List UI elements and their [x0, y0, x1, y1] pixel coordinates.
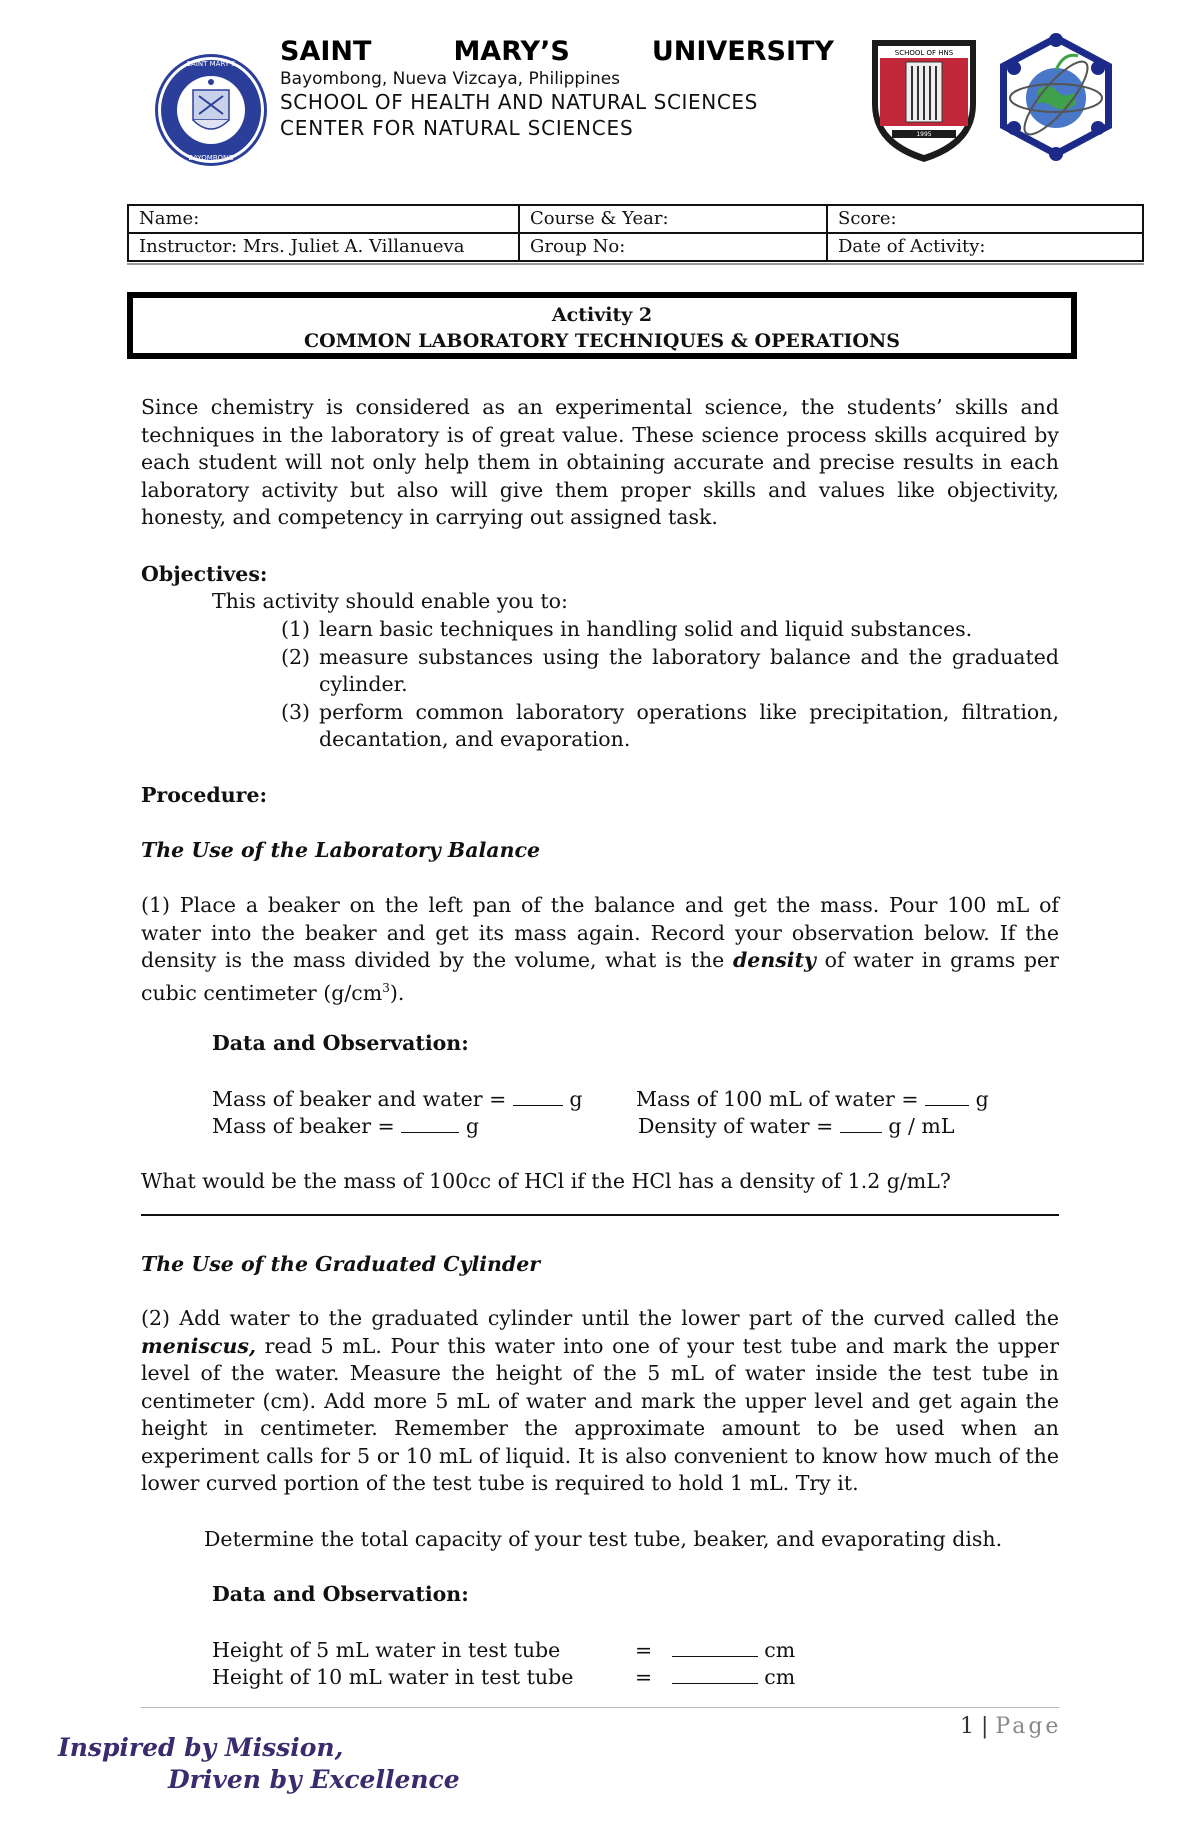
objectives-list: [281, 616, 1059, 754]
school-shield-logo: [868, 34, 980, 164]
answer-blank[interactable]: [401, 1114, 459, 1133]
height-10ml-value: = cm: [635, 1665, 796, 1689]
mass-beaker-water-line: Mass of beaker and water = g: [212, 1087, 583, 1111]
activity-title-box: [127, 292, 1077, 359]
height-5ml-value: = cm: [635, 1638, 796, 1662]
cylinder-step-paragraph: (2) Add water to the graduated cylinder until the lower part of the curved called the meniscus, read 5 mL. Pour this water into one of your test tube and mark the upper level of the water. Measure the height of the 5 mL of water inside the test tube in centimeter (cm). Add more 5 mL of water and mark the upper level and get again the height in centimeter. Remember the approximate amount to be used when an experiment calls for 5 or 10 mL of liquid. It is also convenient to know how much of the lower curved portion of the test tube is required to hold 1 mL. Try it.: [141, 1306, 1059, 1495]
svg-text:1995: 1995: [916, 131, 932, 138]
height-10ml-label: Height of 10 mL water in test tube: [212, 1665, 574, 1689]
student-info-table: [127, 204, 1144, 262]
course-year-field[interactable]: Course & Year:: [519, 205, 827, 233]
objectives-heading: Objectives:: [141, 562, 268, 586]
answer-blank[interactable]: [672, 1665, 758, 1684]
svg-text:SCHOOL OF HNS: SCHOOL OF HNS: [894, 49, 954, 57]
university-seal-logo: [153, 52, 269, 168]
density-water-line: Density of water = g / mL: [638, 1114, 955, 1138]
school-name: SCHOOL OF HEALTH AND NATURAL SCIENCES: [280, 90, 758, 114]
answer-line[interactable]: [141, 1214, 1059, 1216]
score-field[interactable]: Score:: [827, 205, 1143, 233]
activity-title: COMMON LABORATORY TECHNIQUES & OPERATIONS: [303, 330, 901, 352]
date-of-activity-field[interactable]: Date of Activity:: [827, 233, 1143, 261]
height-5ml-label: Height of 5 mL water in test tube: [212, 1638, 561, 1662]
hcl-question: What would be the mass of 100cc of HCl if the HCl has a density of 1.2 g/mL?: [141, 1169, 951, 1193]
page-number: 1 | Page: [960, 1714, 1062, 1739]
mass-water-line: Mass of 100 mL of water = g: [636, 1087, 989, 1111]
svg-text:BAYOMBONG: BAYOMBONG: [188, 154, 234, 162]
natural-sciences-logo: [994, 30, 1118, 162]
objectives-lead: This activity should enable you to:: [212, 589, 568, 613]
objective-item: (2) measure substances using the laboratory balance and the graduated cylinder.: [281, 644, 1059, 696]
name-field[interactable]: Name:: [128, 205, 519, 233]
objective-item: (3) perform common laboratory operations like precipitation, filtration, decantation, and evaporation.: [281, 699, 1059, 751]
objective-item: (1) learn basic techniques in handling solid and liquid substances.: [281, 617, 973, 641]
balance-data-heading: Data and Observation:: [212, 1031, 469, 1055]
cylinder-heading: The Use of the Graduated Cylinder: [141, 1252, 541, 1276]
center-name: CENTER FOR NATURAL SCIENCES: [280, 116, 634, 140]
motto-line-1: Inspired by Mission,: [58, 1733, 344, 1762]
group-no-field[interactable]: Group No:: [519, 233, 827, 261]
university-name: SAINT MARY’S UNIVERSITY: [280, 36, 834, 67]
activity-number: Activity 2: [551, 304, 653, 326]
balance-step-paragraph: (1) Place a beaker on the left pan of the balance and get the mass. Pour 100 mL of water into the beaker and get its mass again. Record your observation below. If the density is the mass divided by the volume, what is the density of water in grams per cubic centimeter $(g/cm^3)$.: [141, 893, 1059, 1005]
table-underline: [127, 263, 1144, 265]
answer-blank[interactable]: [672, 1638, 758, 1657]
answer-blank[interactable]: [513, 1087, 563, 1106]
intro-paragraph: Since chemistry is considered as an experimental science, the students’ skills and techniques in the laboratory is of great value. These science process skills acquired by each student will not only help them in obtaining accurate and precise results in each laboratory activity but also will give them proper skills and values like objectivity, honesty, and competency in carrying out assigned task.: [141, 395, 1059, 529]
answer-blank[interactable]: [925, 1087, 969, 1106]
svg-text:SAINT MARY'S: SAINT MARY'S: [186, 60, 236, 68]
determine-capacity-text: Determine the total capacity of your test tube, beaker, and evaporating dish.: [204, 1527, 1003, 1551]
instructor-field: Instructor: Mrs. Juliet A. Villanueva: [128, 233, 519, 261]
balance-heading: The Use of the Laboratory Balance: [141, 838, 541, 862]
answer-blank[interactable]: [840, 1114, 882, 1133]
mass-beaker-line: Mass of beaker = g: [212, 1114, 479, 1138]
motto-line-2: Driven by Excellence: [168, 1765, 460, 1794]
footer-divider: [141, 1707, 1059, 1708]
procedure-heading: Procedure:: [141, 783, 268, 807]
cylinder-data-heading: Data and Observation:: [212, 1582, 469, 1606]
university-address: Bayombong, Nueva Vizcaya, Philippines: [280, 69, 621, 89]
